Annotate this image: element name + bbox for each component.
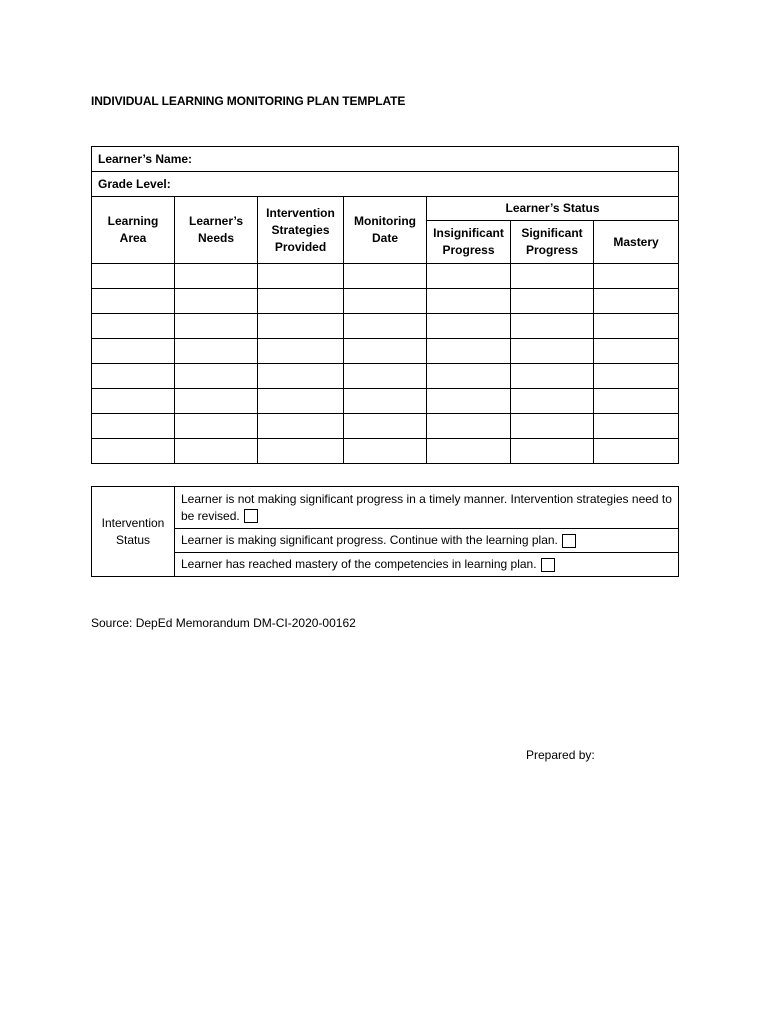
table-cell[interactable] — [258, 389, 344, 414]
header-learners-needs: Learner’s Needs — [175, 197, 258, 264]
header-learning-area: Learning Area — [92, 197, 175, 264]
table-cell[interactable] — [511, 414, 594, 439]
table-cell[interactable] — [594, 264, 679, 289]
option-text: Learner is not making significant progress in a timely manner. Intervention strategies need to be revised. — [181, 491, 672, 523]
header-insignificant-progress: Insignificant Progress — [427, 221, 511, 264]
table-cell[interactable] — [427, 289, 511, 314]
table-cell[interactable] — [258, 314, 344, 339]
table-cell[interactable] — [258, 289, 344, 314]
table-cell[interactable] — [594, 339, 679, 364]
intervention-status-table — [91, 486, 679, 577]
table-cell[interactable] — [344, 439, 427, 464]
intervention-option-mastery — [175, 553, 679, 577]
table-cell[interactable] — [511, 439, 594, 464]
table-cell[interactable] — [92, 289, 175, 314]
table-cell[interactable] — [427, 389, 511, 414]
table-cell[interactable] — [594, 414, 679, 439]
table-cell[interactable] — [92, 439, 175, 464]
table-cell[interactable] — [175, 364, 258, 389]
table-cell[interactable] — [427, 414, 511, 439]
table-cell[interactable] — [344, 314, 427, 339]
header-monitoring-date: Monitoring Date — [344, 197, 427, 264]
table-row — [92, 414, 679, 439]
option-text: Learner is making significant progress. Continue with the learning plan. — [181, 533, 558, 547]
table-cell[interactable] — [511, 389, 594, 414]
intervention-option-continue — [175, 529, 679, 553]
table-cell[interactable] — [594, 389, 679, 414]
table-cell[interactable] — [511, 339, 594, 364]
grade-level-field[interactable] — [92, 172, 679, 197]
table-cell[interactable] — [594, 364, 679, 389]
table-row — [92, 314, 679, 339]
prepared-by-label: Prepared by: — [526, 748, 595, 762]
table-row — [92, 439, 679, 464]
table-row — [92, 389, 679, 414]
table-cell[interactable] — [258, 264, 344, 289]
table-cell[interactable] — [344, 414, 427, 439]
header-learners-status: Learner’s Status — [427, 197, 679, 221]
grade-level-label: Grade Level: — [98, 177, 171, 191]
intervention-status-label: Intervention Status — [92, 487, 175, 577]
table-cell[interactable] — [511, 314, 594, 339]
table-cell[interactable] — [92, 414, 175, 439]
option-text: Learner has reached mastery of the competencies in learning plan. — [181, 557, 537, 571]
table-cell[interactable] — [427, 439, 511, 464]
checkbox-mastery[interactable] — [541, 558, 555, 572]
header-significant-progress: Significant Progress — [511, 221, 594, 264]
table-cell[interactable] — [175, 439, 258, 464]
table-cell[interactable] — [511, 264, 594, 289]
table-cell[interactable] — [427, 364, 511, 389]
document-title: INDIVIDUAL LEARNING MONITORING PLAN TEMPLATE — [91, 94, 406, 108]
table-cell[interactable] — [92, 264, 175, 289]
table-cell[interactable] — [344, 389, 427, 414]
header-intervention-strategies: Intervention Strategies Provided — [258, 197, 344, 264]
table-cell[interactable] — [344, 264, 427, 289]
table-cell[interactable] — [344, 339, 427, 364]
monitoring-plan-table — [91, 146, 679, 464]
table-row — [92, 364, 679, 389]
table-cell[interactable] — [92, 364, 175, 389]
intervention-option-revise — [175, 487, 679, 529]
table-cell[interactable] — [511, 289, 594, 314]
table-cell[interactable] — [92, 339, 175, 364]
table-cell[interactable] — [427, 339, 511, 364]
learners-name-field[interactable] — [92, 147, 679, 172]
table-cell[interactable] — [175, 339, 258, 364]
checkbox-continue[interactable] — [562, 534, 576, 548]
table-cell[interactable] — [344, 364, 427, 389]
learners-name-label: Learner’s Name: — [98, 152, 193, 166]
table-cell[interactable] — [92, 314, 175, 339]
table-cell[interactable] — [258, 364, 344, 389]
table-cell[interactable] — [258, 439, 344, 464]
table-cell[interactable] — [594, 289, 679, 314]
table-cell[interactable] — [175, 314, 258, 339]
table-cell[interactable] — [427, 314, 511, 339]
table-row — [92, 339, 679, 364]
checkbox-revise[interactable] — [244, 509, 258, 523]
table-cell[interactable] — [511, 364, 594, 389]
table-cell[interactable] — [92, 389, 175, 414]
table-cell[interactable] — [175, 264, 258, 289]
table-cell[interactable] — [427, 264, 511, 289]
table-cell[interactable] — [175, 389, 258, 414]
table-cell[interactable] — [175, 414, 258, 439]
table-cell[interactable] — [344, 289, 427, 314]
table-row — [92, 264, 679, 289]
table-cell[interactable] — [258, 339, 344, 364]
header-mastery: Mastery — [594, 221, 679, 264]
table-cell[interactable] — [258, 414, 344, 439]
table-cell[interactable] — [594, 439, 679, 464]
table-cell[interactable] — [594, 314, 679, 339]
table-cell[interactable] — [175, 289, 258, 314]
source-note: Source: DepEd Memorandum DM-CI-2020-00162 — [91, 616, 356, 630]
table-row — [92, 289, 679, 314]
